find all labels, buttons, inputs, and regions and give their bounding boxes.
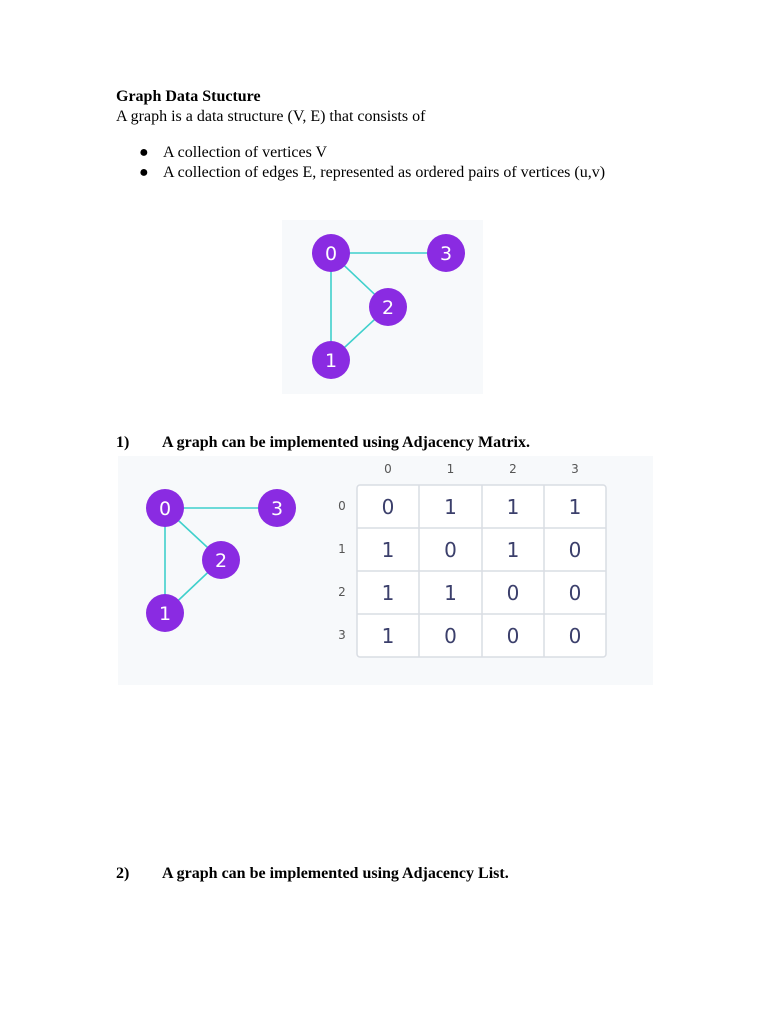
intro-paragraph: A graph is a data structure (V, E) that consists of bbox=[116, 108, 426, 125]
document-title: Graph Data Stucture bbox=[116, 88, 261, 105]
graph-node-0 bbox=[312, 234, 350, 272]
list-item bbox=[136, 143, 656, 163]
matrix-row-labels bbox=[328, 485, 356, 657]
section-heading-text: A graph can be implemented using Adjacency List. bbox=[162, 865, 509, 882]
graph-diagram bbox=[282, 220, 483, 394]
node-label: 1 bbox=[324, 350, 338, 372]
column-label: 2 bbox=[509, 462, 517, 476]
matrix-cell: 1 bbox=[506, 538, 520, 562]
matrix-column-labels bbox=[118, 456, 653, 484]
graph-node-3 bbox=[427, 234, 465, 272]
matrix-cell: 1 bbox=[444, 581, 457, 605]
row-label: 1 bbox=[338, 542, 346, 556]
bullet-icon: ● bbox=[139, 144, 149, 161]
matrix-cell: 0 bbox=[568, 581, 582, 605]
graph-figure bbox=[282, 220, 483, 394]
graph-node-1 bbox=[146, 594, 184, 632]
graph-node-0 bbox=[146, 489, 184, 527]
matrix-cell: 1 bbox=[444, 495, 457, 519]
section-1-heading bbox=[116, 433, 716, 453]
node-label: 3 bbox=[270, 498, 284, 520]
row-label: 3 bbox=[338, 628, 346, 642]
graph-node-2 bbox=[202, 541, 240, 579]
row-label: 0 bbox=[338, 499, 346, 513]
column-label: 0 bbox=[384, 462, 392, 476]
matrix-cell: 0 bbox=[444, 624, 457, 648]
definition-list bbox=[136, 143, 656, 183]
node-label: 2 bbox=[214, 550, 228, 572]
matrix-cell: 0 bbox=[506, 581, 520, 605]
graph-node-3 bbox=[258, 489, 296, 527]
node-label: 0 bbox=[324, 243, 338, 265]
column-label: 3 bbox=[571, 462, 579, 476]
node-label: 0 bbox=[158, 498, 172, 520]
matrix-cell: 0 bbox=[444, 538, 457, 562]
matrix-cell: 0 bbox=[568, 538, 582, 562]
matrix-cell: 1 bbox=[506, 495, 520, 519]
list-item-text: A collection of vertices V bbox=[163, 144, 328, 161]
graph-node-2 bbox=[369, 288, 407, 326]
section-2-heading bbox=[116, 864, 716, 884]
list-item bbox=[136, 163, 656, 183]
section-number: 2) bbox=[116, 865, 130, 882]
graph-node-1 bbox=[312, 341, 350, 379]
matrix-cell: 1 bbox=[381, 538, 395, 562]
bullet-icon: ● bbox=[139, 164, 149, 181]
matrix-cell: 1 bbox=[381, 581, 395, 605]
matrix-cell: 1 bbox=[381, 624, 395, 648]
list-item-text: A collection of edges E, represented as ordered pairs of vertices (u,v) bbox=[163, 164, 606, 181]
matrix-cells bbox=[357, 485, 606, 657]
column-label: 1 bbox=[446, 462, 455, 476]
matrix-cell: 0 bbox=[381, 495, 395, 519]
row-label: 2 bbox=[338, 585, 346, 599]
matrix-cell: 0 bbox=[568, 624, 582, 648]
section-number: 1) bbox=[116, 434, 130, 451]
node-label: 2 bbox=[381, 297, 395, 319]
adjacency-matrix-figure bbox=[118, 456, 653, 685]
matrix-cell: 0 bbox=[506, 624, 520, 648]
node-label: 1 bbox=[158, 603, 172, 625]
node-label: 3 bbox=[439, 243, 453, 265]
section-heading-text: A graph can be implemented using Adjacency Matrix. bbox=[162, 434, 530, 451]
matrix-cell: 1 bbox=[568, 495, 582, 519]
